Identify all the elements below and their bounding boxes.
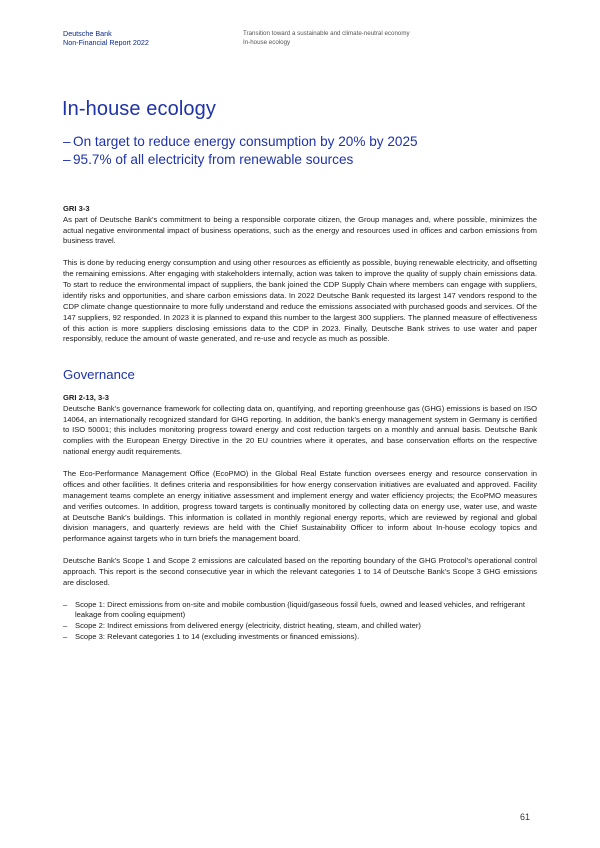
governance-section <box>63 393 537 643</box>
gri-reference: GRI 3-3 <box>63 204 90 213</box>
intro-paragraph: As part of Deutsche Bank’s commitment to being a responsible corporate citizen, the Group manages and, where possible, minimizes the actual negative environmental impact of business operations, such as the energy and resources used in offices and carbon emissions from business travel. <box>63 214 537 246</box>
governance-paragraph: The Eco-Performance Management Office (EcoPMO) in the Global Real Estate function oversees energy and resource conservation in offices and other facilities. It defines criteria and responsibilities for how energy conservation initiatives are evaluated and approved. Facility management teams complete an energy initiative assessment and implement energy and water efficiency projects; the EcoPMO measures and verifies outcomes. In addition, progress toward targets is continually monitored by collecting data on energy use, water use, and waste at Deutsche Bank’s buildings. This information is collated in monthly regional energy reports, which are reviewed by regional and global division managers, and quarterly reviews are held with the Chief Sustainability Officer to inform about In-house ecology topics and performance against targets who in turn briefs the management board. <box>63 468 537 544</box>
governance-paragraph: Deutsche Bank’s governance framework for collecting data on, quantifying, and reporting greenhouse gas (GHG) emissions is based on ISO 14064, an internationally recognized standard for GHG reporting. In addition, the bank’s energy management system in Germany is certified to ISO 50001; this includes monitoring progress toward energy and cost reduction targets on a monthly and annual basis. Deutsche Bank complies with the European Energy Directive in the 20 EU countries where it operates, and base conservation efforts on the respective national energy audit requirements. <box>63 403 537 457</box>
header-report: Non-Financial Report 2022 <box>63 38 149 48</box>
page-title: In-house ecology <box>62 98 216 120</box>
scopes-list <box>63 600 537 644</box>
header-org: Deutsche Bank <box>63 29 112 38</box>
scope-item: – Scope 3: Relevant categories 1 to 14 (excluding investments or financed emissions). <box>63 632 360 642</box>
highlight-item: – On target to reduce energy consumption by 20% by 2025 <box>63 134 418 149</box>
scope-item: – Scope 2: Indirect emissions from delivered energy (electricity, district heating, steam, and chilled water) <box>63 621 421 631</box>
governance-paragraph: Deutsche Bank’s Scope 1 and Scope 2 emissions are calculated based on the reporting boundary of the GHG Protocol’s operational control approach. This report is the second consecutive year in which the relevant categories 1 to 14 of Deutsche Bank’s Scope 3 GHG emissions are disclosed. <box>63 556 537 587</box>
header-section: In-house ecology <box>243 39 291 47</box>
header-chapter: Transition toward a sustainable and climate-neutral economy <box>243 30 410 37</box>
intro-section <box>63 204 537 345</box>
gri-reference: GRI 2-13, 3-3 <box>63 393 110 402</box>
highlights-list <box>63 133 418 168</box>
governance-heading: Governance <box>63 367 135 382</box>
running-header-left <box>63 29 149 48</box>
highlight-item: – 95.7% of all electricity from renewable sources <box>63 151 354 167</box>
running-header-right <box>243 29 410 48</box>
page-number: 61 <box>520 812 531 822</box>
scope-item: – Scope 1: Direct emissions from on-site and mobile combustion (liquid/gaseous fossil fuels, owned and leased vehicles, and refrigerant leakage from cooling equipment) <box>63 599 525 620</box>
intro-paragraph: This is done by reducing energy consumption and using other resources as efficiently as possible, buying renewable electricity, and offsetting the remaining emissions. After engaging with stakeholders internally, action was taken to improve the quality of supply chain emissions data. To start to reduce the environmental impact of suppliers, the bank joined the CDP Supply Chain where members can engage with suppliers, identify risks and opportunities, and share carbon emissions data. In 2022 Deutsche Bank requested its largest 147 vendors respond to the CDP climate change questionnaire to more fully understand and reduce the emissions associated with purchased goods and services. Of the 147 suppliers, 92 responded. In 2023 it is planned to expand this number to the largest 300 suppliers. The planned measure of effectiveness of this action is more suppliers disclosing emissions data to the CDP in 2023. Finally, Deutsche Bank strives to use water and paper responsibly, reduce the amount of waste generated, and re-use and recycle as much as possible. <box>63 258 537 344</box>
